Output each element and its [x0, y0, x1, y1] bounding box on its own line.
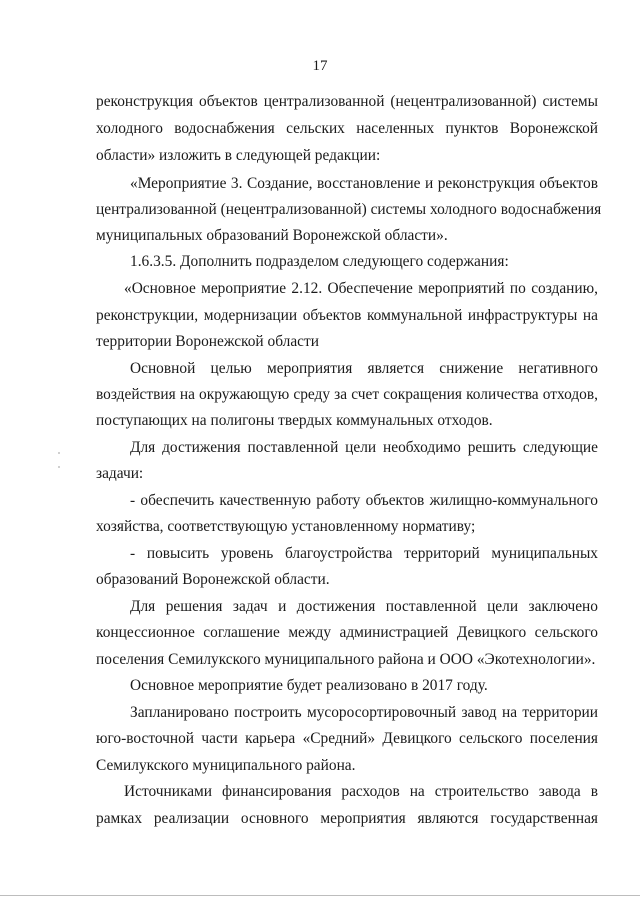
text-line: Для достижения поставленной цели необходимо решить следующие [130, 439, 598, 456]
text-line: территории Воронежской области [96, 333, 319, 350]
text-line: задачи: [96, 465, 144, 482]
text-line: Основной целью мероприятия является снижение негативного [130, 360, 598, 377]
text-line: муниципальных образований Воронежской области». [96, 227, 448, 244]
page-number: 17 [312, 58, 328, 74]
text-line: хозяйства, соответствующую установленному нормативу; [96, 518, 476, 535]
scan-speck [58, 466, 60, 468]
text-line: Запланировано построить мусоросортировочный завод на территории [130, 704, 598, 721]
text-line: холодного водоснабжения сельских населенных пунктов Воронежской [96, 120, 598, 137]
text-line: централизованной (нецентрализованной) системы холодного водоснабжения [96, 201, 602, 218]
text-line: области» изложить в следующей редакции: [96, 147, 381, 164]
text-line: воздействия на окружающую среду за счет сокращения количества отходов, [96, 386, 598, 403]
scan-edge-line [0, 895, 640, 896]
text-line: концессионное соглашение между администрацией Девицкого сельского [96, 624, 598, 641]
text-line: - обеспечить качественную работу объектов жилищно-коммунального [130, 492, 598, 509]
text-line: реконструкции, модернизации объектов коммунальной инфраструктуры на [96, 307, 598, 324]
text-line: поселения Семилукского муниципального района и ООО «Экотехнологии». [96, 651, 596, 668]
text-line: Для решения задач и достижения поставленной цели заключено [130, 598, 598, 615]
text-line: рамках реализации основного мероприятия являются государственная [96, 810, 598, 827]
text-line: реконструкция объектов централизованной (нецентрализованной) системы [96, 93, 598, 110]
text-line: - повысить уровень благоустройства территорий муниципальных [130, 545, 598, 562]
scan-speck [58, 452, 60, 454]
text-line: «Основное мероприятие 2.12. Обеспечение мероприятий по созданию, [124, 280, 598, 297]
text-line: «Мероприятие 3. Создание, восстановление и реконструкция объектов [130, 175, 598, 192]
text-line: Источниками финансирования расходов на строительство завода в [124, 783, 598, 800]
text-line: 1.6.3.5. Дополнить подразделом следующего содержания: [130, 253, 509, 270]
text-line: юго-восточной части карьера «Средний» Девицкого сельского поселения [96, 730, 598, 747]
text-line: Семилукского муниципального района. [96, 757, 356, 774]
text-line: образований Воронежской области. [96, 571, 330, 588]
text-line: Основное мероприятие будет реализовано в 2017 году. [130, 677, 488, 694]
text-line: поступающих на полигоны твердых коммунальных отходов. [96, 412, 493, 429]
